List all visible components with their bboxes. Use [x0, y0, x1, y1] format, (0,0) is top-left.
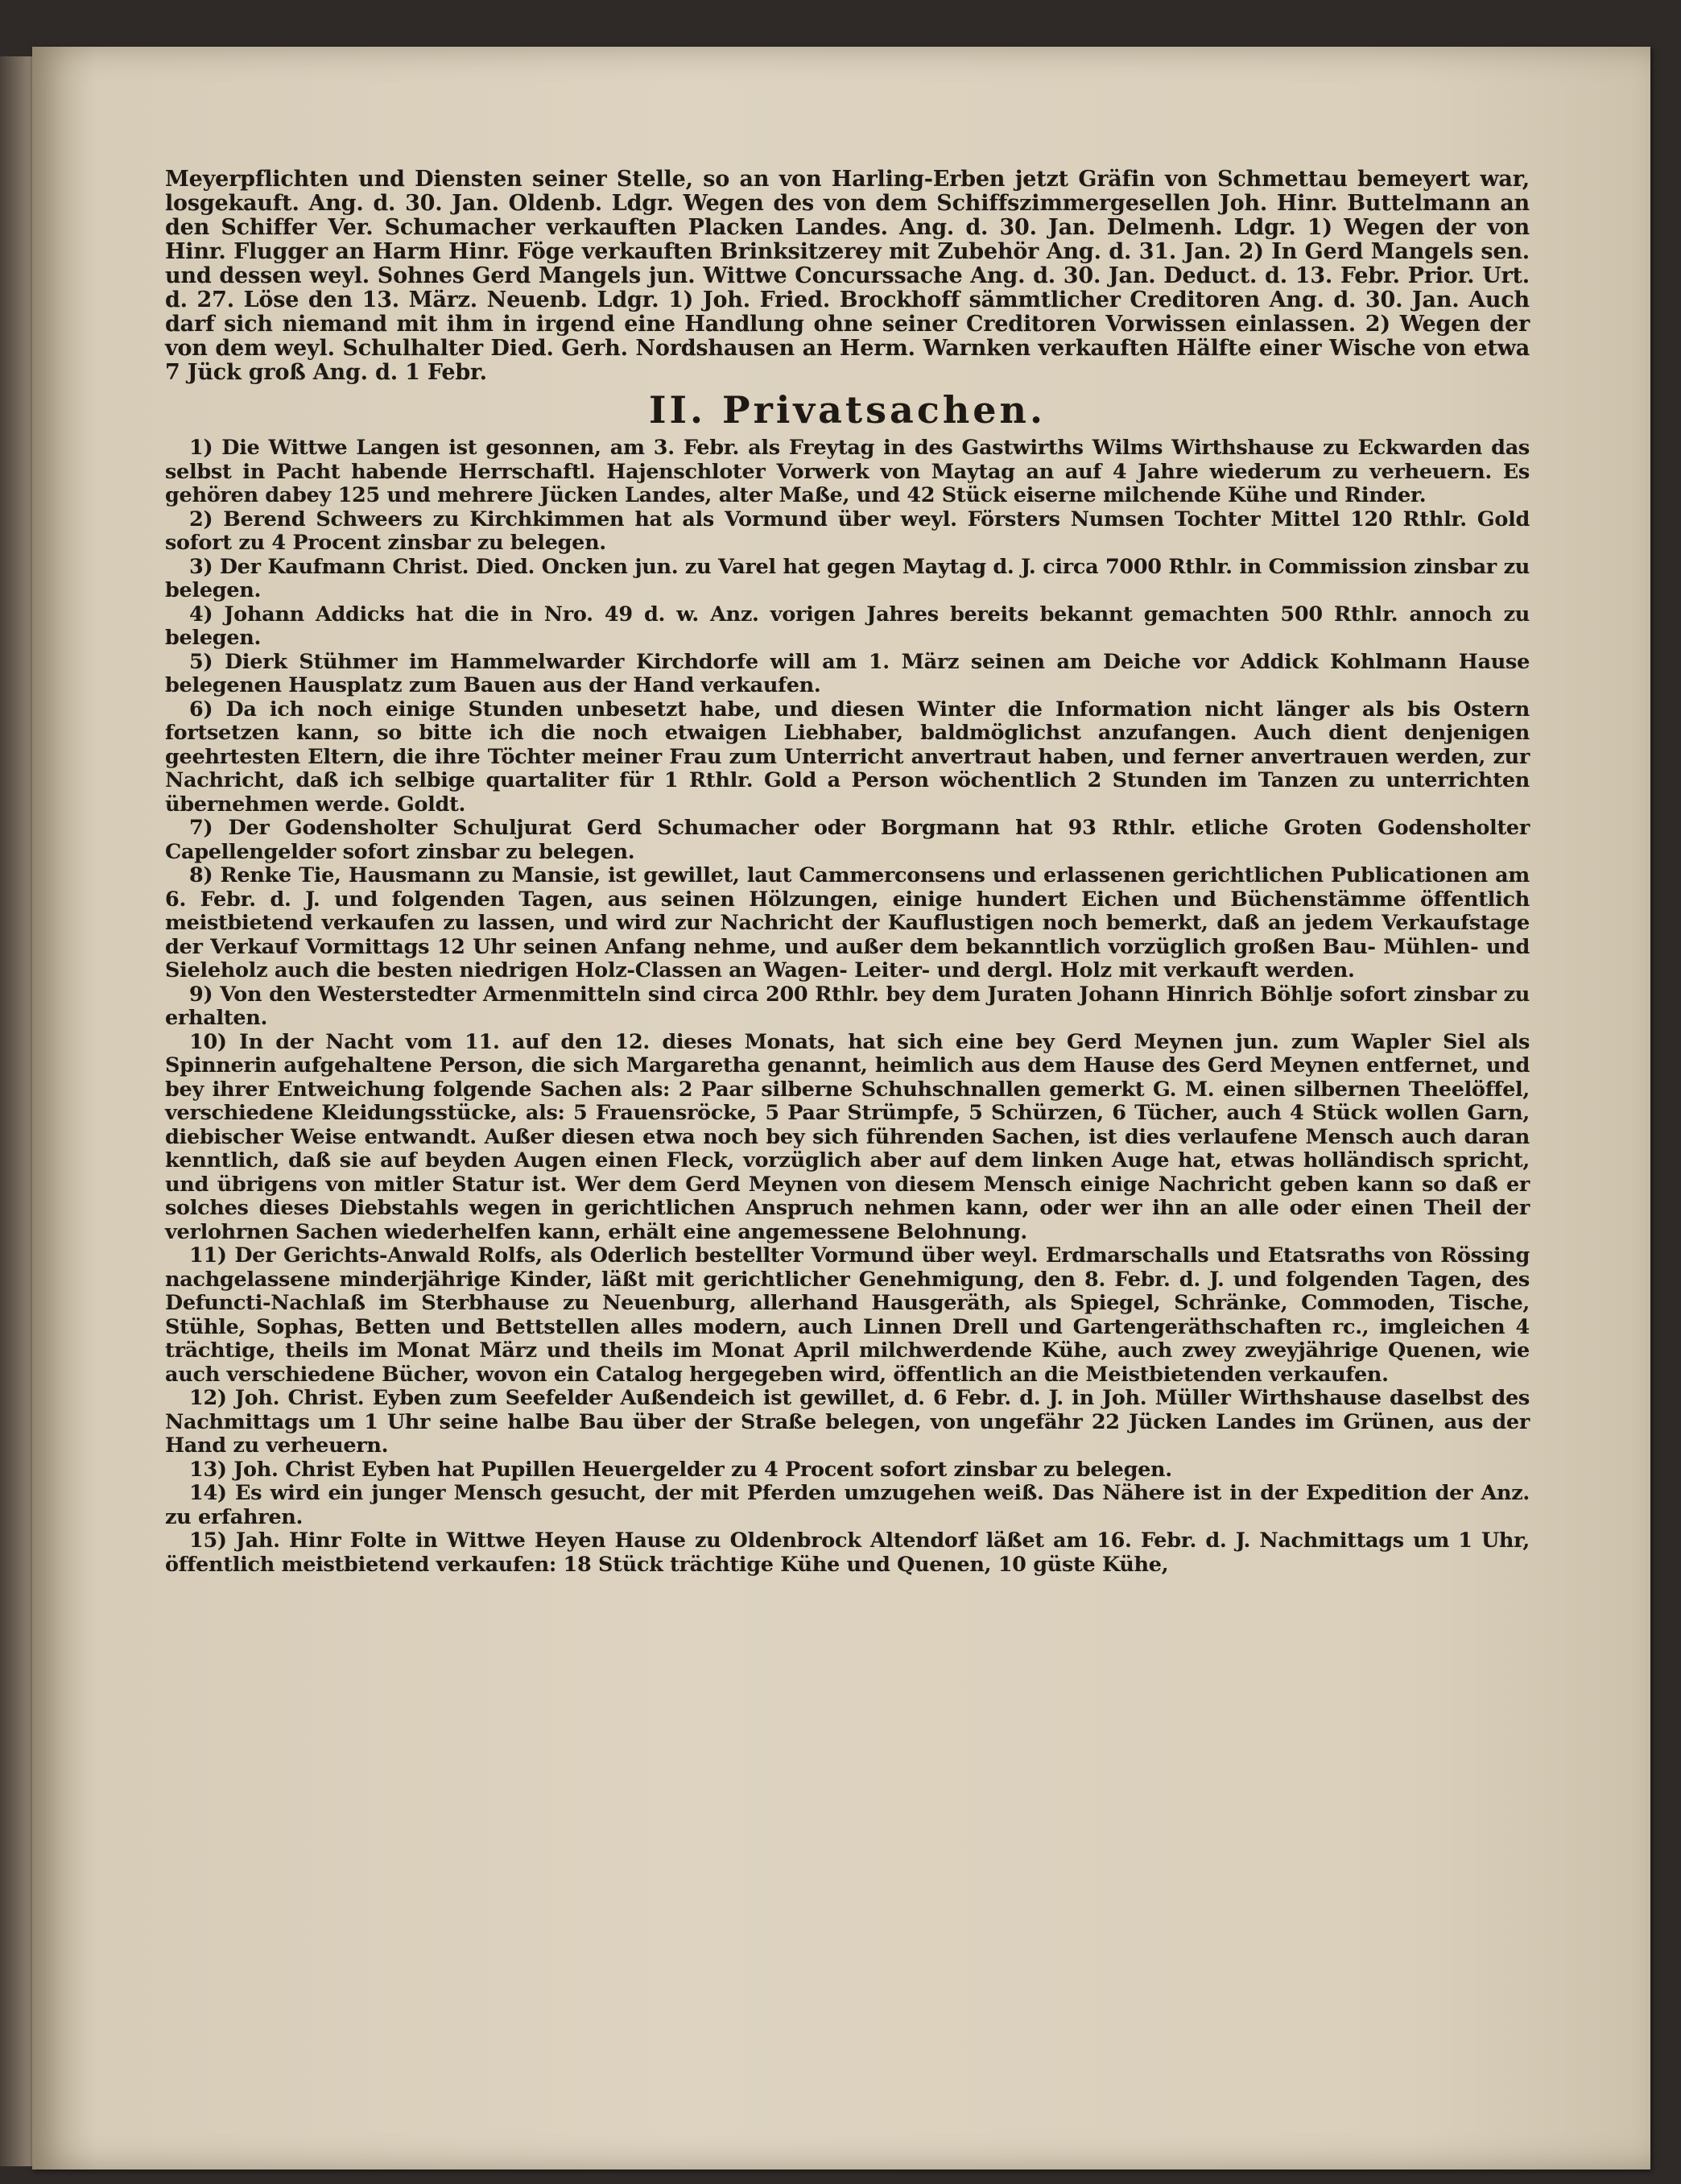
- notice-item-12: 12) Joh. Christ. Eyben zum Seefelder Außendeich ist gewillet, d. 6 Febr. d. J. in Joh. Müller Wirthshause daselbst des Nachmittags um 1 Uhr seine halbe Bau über der Straße belegen, von ungefähr 22 Jücken Landes im Grünen, aus der Hand zu verheuern.: [165, 1386, 1530, 1458]
- section-title: II. Privatsachen.: [648, 388, 1047, 432]
- notice-item-9: 9) Von den Westerstedter Armenmitteln sind circa 200 Rthlr. bey dem Juraten Johann Hinrich Böhlje sofort zinsbar zu erhalten.: [165, 982, 1530, 1030]
- intro-paragraph: Meyerpflichten und Diensten seiner Stelle, so an von Harling-Erben jetzt Gräfin von Schmettau bemeyert war, losgekauft. Ang. d. 30. Jan. Oldenb. Ldgr. Wegen des von dem Schiffszimmergesellen Joh. Hinr. Buttelmann an den Schiffer Ver. Schumacher verkauften Placken Landes. Ang. d. 30. Jan. Delmenh. Ldgr. 1) Wegen der von Hinr. Flugger an Harm Hinr. Föge verkauften Brinksitzerey mit Zubehör Ang. d. 31. Jan. 2) In Gerd Mangels sen. und dessen weyl. Sohnes Gerd Mangels jun. Wittwe Concurssache Ang. d. 30. Jan. Deduct. d. 13. Febr. Prior. Urt. d. 27. Löse den 13. März. Neuenb. Ldgr. 1) Joh. Fried. Brockhoff sämmtlicher Creditoren Ang. d. 30. Jan. Auch darf sich niemand mit ihm in irgend eine Handlung ohne seiner Creditoren Vorwissen einlassen. 2) Wegen der von dem weyl. Schulhalter Died. Gerh. Nordshausen an Herm. Warnken verkauften Hälfte einer Wische von etwa 7 Jück groß Ang. d. 1 Febr.: [165, 167, 1530, 385]
- notice-item-5: 5) Dierk Stühmer im Hammelwarder Kirchdorfe will am 1. März seinen am Deiche vor Addick Kohlmann Hause belegenen Hausplatz zum Bauen aus der Hand verkaufen.: [165, 649, 1530, 697]
- notice-item-15: 15) Jah. Hinr Folte in Wittwe Heyen Hause zu Oldenbrock Altendorf läßet am 16. Febr. d. J. Nachmittags um 1 Uhr, öffentlich meistbietend verkaufen: 18 Stück trächtige Kühe und Quenen, 10 güste Kühe,: [165, 1528, 1530, 1577]
- document-page: [32, 47, 1650, 2170]
- notice-item-11: 11) Der Gerichts-Anwald Rolfs, als Oderlich bestellter Vormund über weyl. Erdmarschalls und Etatsraths von Rössing nachgelassene minderjährige Kinder, läßt mit gerichtlicher Genehmigung, den 8. Febr. d. J. und folgenden Tagen, des Defuncti-Nachlaß im Sterbhause zu Neuenburg, allerhand Hausgeräth, als Spiegel, Schränke, Commoden, Tische, Stühle, Sophas, Betten und Bettstellen alles modern, auch Linnen Drell und Gartengeräthschaften rc., imgleichen 4 trächtige, theils im Monat März und theils im Monat April milchwerdende Kühe, auch zwey zweyjährige Quenen, wie auch verschiedene Bücher, wovon ein Catalog hergegeben wird, öffentlich an die Meistbietenden verkaufen.: [165, 1243, 1530, 1387]
- notice-item-3: 3) Der Kaufmann Christ. Died. Oncken jun. zu Varel hat gegen Maytag d. J. circa 7000 Rthlr. in Commission zinsbar zu belegen.: [165, 554, 1530, 602]
- page-content: [165, 168, 1530, 1577]
- notice-item-13: 13) Joh. Christ Eyben hat Pupillen Heuergelder zu 4 Procent sofort zinsbar zu belegen.: [189, 1457, 1172, 1482]
- notice-item-7: 7) Der Godensholter Schuljurat Gerd Schumacher oder Borgmann hat 93 Rthlr. etliche Groten Godensholter Capellengelder sofort zinsbar zu belegen.: [165, 816, 1530, 864]
- notice-item-6: 6) Da ich noch einige Stunden unbesetzt habe, und diesen Winter die Information nicht länger als bis Ostern fortsetzen kann, so bitte ich die noch etwaigen Liebhaber, baldmöglichst anzufangen. Auch dient denjenigen geehrtesten Eltern, die ihre Töchter meiner Frau zum Unterricht anvertraut haben, und ferner anvertrauen werden, zur Nachricht, daß ich selbige quartaliter für 1 Rthlr. Gold a Person wöchentlich 2 Stunden im Tanzen zu unterrichten übernehmen werde. Goldt.: [165, 697, 1530, 817]
- notice-item-10: 10) In der Nacht vom 11. auf den 12. dieses Monats, hat sich eine bey Gerd Meynen jun. zum Wapler Siel als Spinnerin aufgehaltene Person, die sich Margaretha genannt, heimlich aus dem Hause des Gerd Meynen entfernet, und bey ihrer Entweichung folgende Sachen als: 2 Paar silberne Schuhschnallen gemerkt G. M. einen silbernen Theelöffel, verschiedene Kleidungsstücke, als: 5 Frauensröcke, 5 Paar Strümpfe, 5 Schürzen, 6 Tücher, auch 4 Stück wollen Garn, diebischer Weise entwandt. Außer diesen etwa noch bey sich führenden Sachen, ist dies verlaufene Mensch auch daran kenntlich, daß sie auf beyden Augen einen Fleck, vorzüglich aber auf dem linken Auge hat, etwas holländisch spricht, und übrigens von mitler Statur ist. Wer dem Gerd Meynen von diesem Mensch einige Nachricht geben kann so daß er solches dieses Diebstahls wegen in gerichtlichen Anspruch nehmen kann, oder wer ihn an alle oder einen Theil der verlohrnen Sachen wiederhelfen kann, erhält eine angemessene Belohnung.: [165, 1029, 1530, 1244]
- notice-item-14: 14) Es wird ein junger Mensch gesucht, der mit Pferden umzugehen weiß. Das Nähere ist in der Expedition der Anz. zu erfahren.: [165, 1481, 1530, 1529]
- notice-item-8: 8) Renke Tie, Hausmann zu Mansie, ist gewillet, laut Cammerconsens und erlassenen gerichtlichen Publicationen am 6. Febr. d. J. und folgenden Tagen, aus seinen Hölzungen, einige hundert Eichen und Büchenstämme öffentlich meistbietend verkaufen zu lassen, und wird zur Nachricht der Kauflustigen noch bemerkt, daß an jedem Verkaufstage der Verkauf Vormittags 12 Uhr seinen Anfang nehme, und außer dem bekanntlich vorzüglich großen Bau- Mühlen- und Sieleholz auch die besten niedrigen Holz-Classen an Wagen- Leiter- und dergl. Holz mit verkauft werden.: [165, 863, 1530, 982]
- notice-item-2: 2) Berend Schweers zu Kirchkimmen hat als Vormund über weyl. Försters Numsen Tochter Mittel 120 Rthlr. Gold sofort zu 4 Procent zinsbar zu belegen.: [165, 507, 1530, 555]
- notice-item-4: 4) Johann Addicks hat die in Nro. 49 d. w. Anz. vorigen Jahres bereits bekannt gemachten 500 Rthlr. annoch zu belegen.: [165, 602, 1530, 650]
- notice-item-1: 1) Die Wittwe Langen ist gesonnen, am 3. Febr. als Freytag in des Gastwirths Wilms Wirthshause zu Eckwarden das selbst in Pacht habende Herrschaftl. Hajenschloter Vorwerk von Maytag an auf 4 Jahre wiederum zu verheuern. Es gehören dabey 125 und mehrere Jücken Landes, alter Maße, und 42 Stück eiserne milchende Kühe und Rinder.: [165, 436, 1530, 507]
